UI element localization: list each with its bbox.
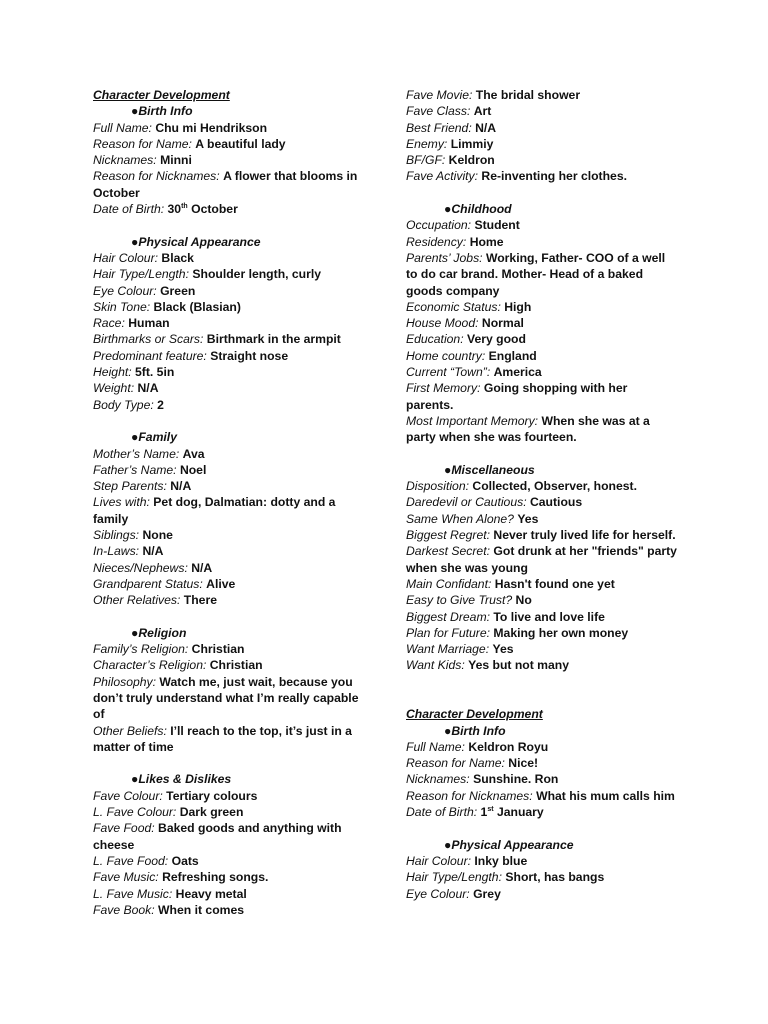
field-biggest-dream [406,609,678,625]
field-value: Straight nose [210,348,289,363]
field-value: N/A [170,479,192,494]
field-value: None [142,528,173,543]
field-value: Limmiy [450,136,494,151]
field-label: House Mood: [406,316,479,331]
field-lives-with [93,494,368,527]
dob-suffix: st [487,806,494,813]
field-label: Weight: [93,381,135,396]
dob-suffix: th [181,203,188,211]
field-value: Watch me, just wait, because you don’t truly understand what I’m really capable of [93,674,359,722]
field-value: Nice! [508,756,539,771]
second-character-title: Character Development [406,707,543,722]
field-fave-colour [93,788,368,804]
field-parents-jobs [406,250,678,299]
field-value: N/A [137,381,159,396]
field-value: Black (Blasian) [153,299,241,314]
field-value: Alive [206,576,236,591]
field-label: Fave Colour: [93,788,163,803]
field-first-memory [406,380,678,413]
field-date-of-birth-2 [406,804,678,820]
field-fave-music [93,869,368,885]
field-same-when-alone [406,511,678,527]
field-reason-for-nicknames [93,168,368,201]
field-least-fave-food [93,853,368,869]
field-residency [406,234,678,250]
field-value: To live and love life [493,609,605,624]
field-value: Christian [191,642,245,657]
field-value: I’ll reach to the top, it’s just in a matter of time [93,723,352,754]
dob-month: January [496,805,544,820]
field-value: 2 [157,397,164,412]
field-reason-for-name [93,136,368,152]
field-value: N/A [191,560,213,575]
field-grandparent-status [93,576,368,592]
field-label: Darkest Secret: [406,544,490,559]
field-value: Never truly lived life for herself. [493,528,676,543]
right-column [406,87,678,902]
field-philosophy [93,674,368,723]
field-label: Enemy: [406,136,448,151]
field-value: Grey [473,886,501,901]
field-label: Fave Food: [93,821,155,836]
field-education [406,331,678,347]
field-value: 5ft. 5in [135,365,175,380]
field-value: Minni [160,153,192,168]
field-value: Heavy metal [175,886,247,901]
field-darkest-secret [406,543,678,576]
field-value [168,202,238,216]
field-label: Best Friend: [406,120,472,135]
field-value: Working, Father- COO of a well to do car brand. Mother- Head of a baked goods company [406,250,666,298]
field-bf-gf [406,152,678,168]
section-heading-miscellaneous: ●Miscellaneous [444,462,535,477]
field-label: Nieces/Nephews: [93,560,188,575]
field-value: Going shopping with her parents. [406,381,628,412]
field-value: Green [160,283,196,298]
field-value: Art [473,104,492,119]
field-value: Normal [481,316,524,331]
field-enemy [406,136,678,152]
field-fave-movie [406,87,678,103]
field-value: Christian [209,658,263,673]
field-race [93,315,368,331]
field-label: Fave Activity: [406,169,479,184]
field-mother-name [93,446,368,462]
field-house-mood [406,315,678,331]
field-value: Got drunk at her "friends" party when she was young [406,544,677,575]
field-label: Height: [93,365,132,380]
field-value: Birthmark in the armpit [206,332,341,347]
field-economic-status [406,299,678,315]
left-column [93,87,368,918]
field-label: Birthmarks or Scars: [93,332,204,347]
field-value: Keldron [448,153,495,168]
field-value: The bridal shower [475,88,581,102]
field-siblings [93,527,368,543]
field-weight [93,380,368,396]
field-label: L. Fave Food: [93,853,169,868]
field-father-name [93,462,368,478]
field-label: Philosophy: [93,674,157,689]
field-label: Fave Movie: [406,88,473,102]
field-value: Keldron Royu [468,739,549,754]
field-label: Lives with: [93,495,150,510]
field-label: Reason for Name: [93,136,192,151]
field-label: L. Fave Colour: [93,805,177,820]
field-hair-colour-2 [406,853,678,869]
field-label: Disposition: [406,479,469,494]
field-label: Same When Alone? [406,511,514,526]
field-nicknames-2 [406,771,678,787]
field-value: Student [474,218,520,233]
section-heading-likes-dislikes: ●Likes & Dislikes [131,772,232,787]
field-label: Other Beliefs: [93,723,167,738]
field-label: Siblings: [93,528,140,543]
field-character-religion [93,657,368,673]
field-label: Most Important Memory: [406,413,539,428]
field-label: Biggest Regret: [406,528,491,543]
field-label: Eye Colour: [406,886,470,901]
field-label: Occupation: [406,218,472,233]
field-body-type [93,397,368,413]
field-value: N/A [475,120,497,135]
field-hair-type-2 [406,869,678,885]
field-fave-food [93,820,368,853]
field-label: Skin Tone: [93,299,151,314]
field-label: Want Marriage: [406,642,490,657]
field-disposition [406,478,678,494]
field-value [481,805,544,819]
field-label: Reason for Name: [406,756,505,771]
field-value: A flower that blooms in October [93,169,358,200]
field-value: High [504,299,532,314]
field-value: Baked goods and anything with cheese [93,821,342,852]
field-in-laws [93,543,368,559]
field-skin-tone [93,299,368,315]
field-label: Date of Birth: [406,805,478,820]
field-birthmarks [93,331,368,347]
field-value: Pet dog, Dalmatian: dotty and a family [93,495,336,526]
field-label: Plan for Future: [406,625,490,640]
field-value: Inky blue [474,853,528,868]
field-label: First Memory: [406,381,481,396]
field-value: America [493,365,542,380]
field-daredevil-or-cautious [406,494,678,510]
field-label: Daredevil or Cautious: [406,495,527,510]
dob-day: 1 [480,805,488,820]
section-heading-childhood: ●Childhood [444,202,512,217]
field-occupation [406,217,678,233]
field-value: Shoulder length, curly [192,267,322,282]
field-biggest-regret [406,527,678,543]
field-value: England [488,348,537,363]
field-value: Black [161,250,194,265]
field-value: Short, has bangs [505,870,605,885]
section-heading-religion: ●Religion [131,625,187,640]
field-label: Biggest Dream: [406,609,490,624]
field-label: Reason for Nicknames: [93,169,220,184]
field-value: Cautious [529,495,583,510]
field-value: What his mum calls him [536,788,675,803]
field-most-important-memory [406,413,678,446]
field-label: In-Laws: [93,544,140,559]
field-label: BF/GF: [406,153,446,168]
field-value: Yes but not many [468,658,570,673]
field-hair-type [93,266,368,282]
field-label: Current “Town”: [406,365,491,380]
field-label: Economic Status: [406,299,501,314]
field-label: Hair Colour: [406,853,472,868]
field-label: Hair Type/Length: [406,870,502,885]
field-label: Step Parents: [93,479,167,494]
field-eye-colour-2 [406,886,678,902]
field-value: Yes [492,642,514,657]
field-value: When it comes [158,902,245,917]
field-value: Ava [182,446,205,461]
field-hair-colour [93,250,368,266]
field-value: Very good [466,332,526,347]
field-least-fave-music [93,886,368,902]
field-value: Hasn't found one yet [494,576,615,591]
field-label: Character’s Religion: [93,658,207,673]
section-heading-family: ●Family [131,430,177,445]
field-value: When she was at a party when she was fourteen. [406,413,650,445]
field-label: Fave Book: [93,902,155,917]
field-value: Refreshing songs. [162,870,269,885]
field-label: Body Type: [93,397,154,412]
field-label: Full Name: [406,739,465,754]
field-plan-for-future [406,625,678,641]
field-eye-colour [93,283,368,299]
field-value: Tertiary colours [166,788,258,803]
field-nicknames [93,152,368,168]
field-full-name [93,120,368,136]
field-label: Date of Birth: [93,202,165,217]
field-value: Home [469,234,504,249]
field-want-marriage [406,641,678,657]
field-step-parents [93,478,368,494]
field-label: Want Kids: [406,658,465,673]
field-value: Re-inventing her clothes. [481,169,628,184]
field-value: Human [128,316,170,331]
field-least-fave-colour [93,804,368,820]
field-label: Nicknames: [93,153,157,168]
field-main-confidant [406,576,678,592]
field-value: Yes [517,511,539,526]
field-label: Other Relatives: [93,593,181,608]
field-label: Family’s Religion: [93,642,189,657]
field-label: Main Confidant: [406,576,492,591]
field-label: Nicknames: [406,772,470,787]
field-fave-class [406,103,678,119]
field-value: Making her own money [493,625,629,640]
field-value: Oats [171,853,199,868]
section-heading-physical-appearance: ●Physical Appearance [131,234,261,249]
field-label: Home country: [406,348,486,363]
field-label: Grandparent Status: [93,576,203,591]
field-date-of-birth [93,201,368,217]
field-label: Race: [93,316,125,331]
field-label: Fave Music: [93,870,159,885]
field-reason-for-nicknames-2 [406,788,678,804]
field-value: N/A [142,544,164,559]
field-home-country [406,348,678,364]
field-label: Hair Colour: [93,250,159,265]
field-value: A beautiful lady [195,136,286,151]
dob-month: October [191,202,238,217]
field-label: Easy to Give Trust? [406,593,513,608]
field-label: Fave Class: [406,104,471,119]
field-label: Parents’ Jobs: [406,250,483,265]
field-label: Reason for Nicknames: [406,788,533,803]
field-best-friend [406,120,678,136]
field-current-town [406,364,678,380]
field-reason-for-name-2 [406,755,678,771]
field-family-religion [93,641,368,657]
field-value: Noel [179,462,207,477]
field-label: Full Name: [93,120,152,135]
field-label: Predominant feature: [93,348,207,363]
field-other-relatives [93,592,368,608]
section-heading-physical-appearance-2: ●Physical Appearance [444,837,574,852]
dob-day: 30 [167,202,182,217]
field-label: L. Fave Music: [93,886,173,901]
field-height [93,364,368,380]
field-label: Residency: [406,234,467,249]
document-title: Character Development [93,88,230,102]
field-nieces-nephews [93,560,368,576]
field-label: Mother’s Name: [93,446,180,461]
field-easy-to-give-trust [406,592,678,608]
field-fave-book [93,902,368,918]
field-label: Eye Colour: [93,283,157,298]
field-value: No [515,593,532,608]
field-label: Education: [406,332,464,347]
field-value: Collected, Observer, honest. [472,479,637,494]
field-label: Hair Type/Length: [93,267,189,282]
field-value: There [183,593,217,608]
field-value: Sunshine. Ron [473,772,559,787]
field-want-kids [406,657,678,673]
field-value: Dark green [179,805,244,820]
field-predominant-feature [93,348,368,364]
field-label: Father’s Name: [93,462,177,477]
field-value: Chu mi Hendrikson [155,120,268,135]
field-other-beliefs [93,723,368,756]
field-fave-activity [406,168,678,184]
section-heading-birth-info: ●Birth Info [131,104,193,119]
field-full-name-2 [406,739,678,755]
section-heading-birth-info-2: ●Birth Info [444,723,506,738]
